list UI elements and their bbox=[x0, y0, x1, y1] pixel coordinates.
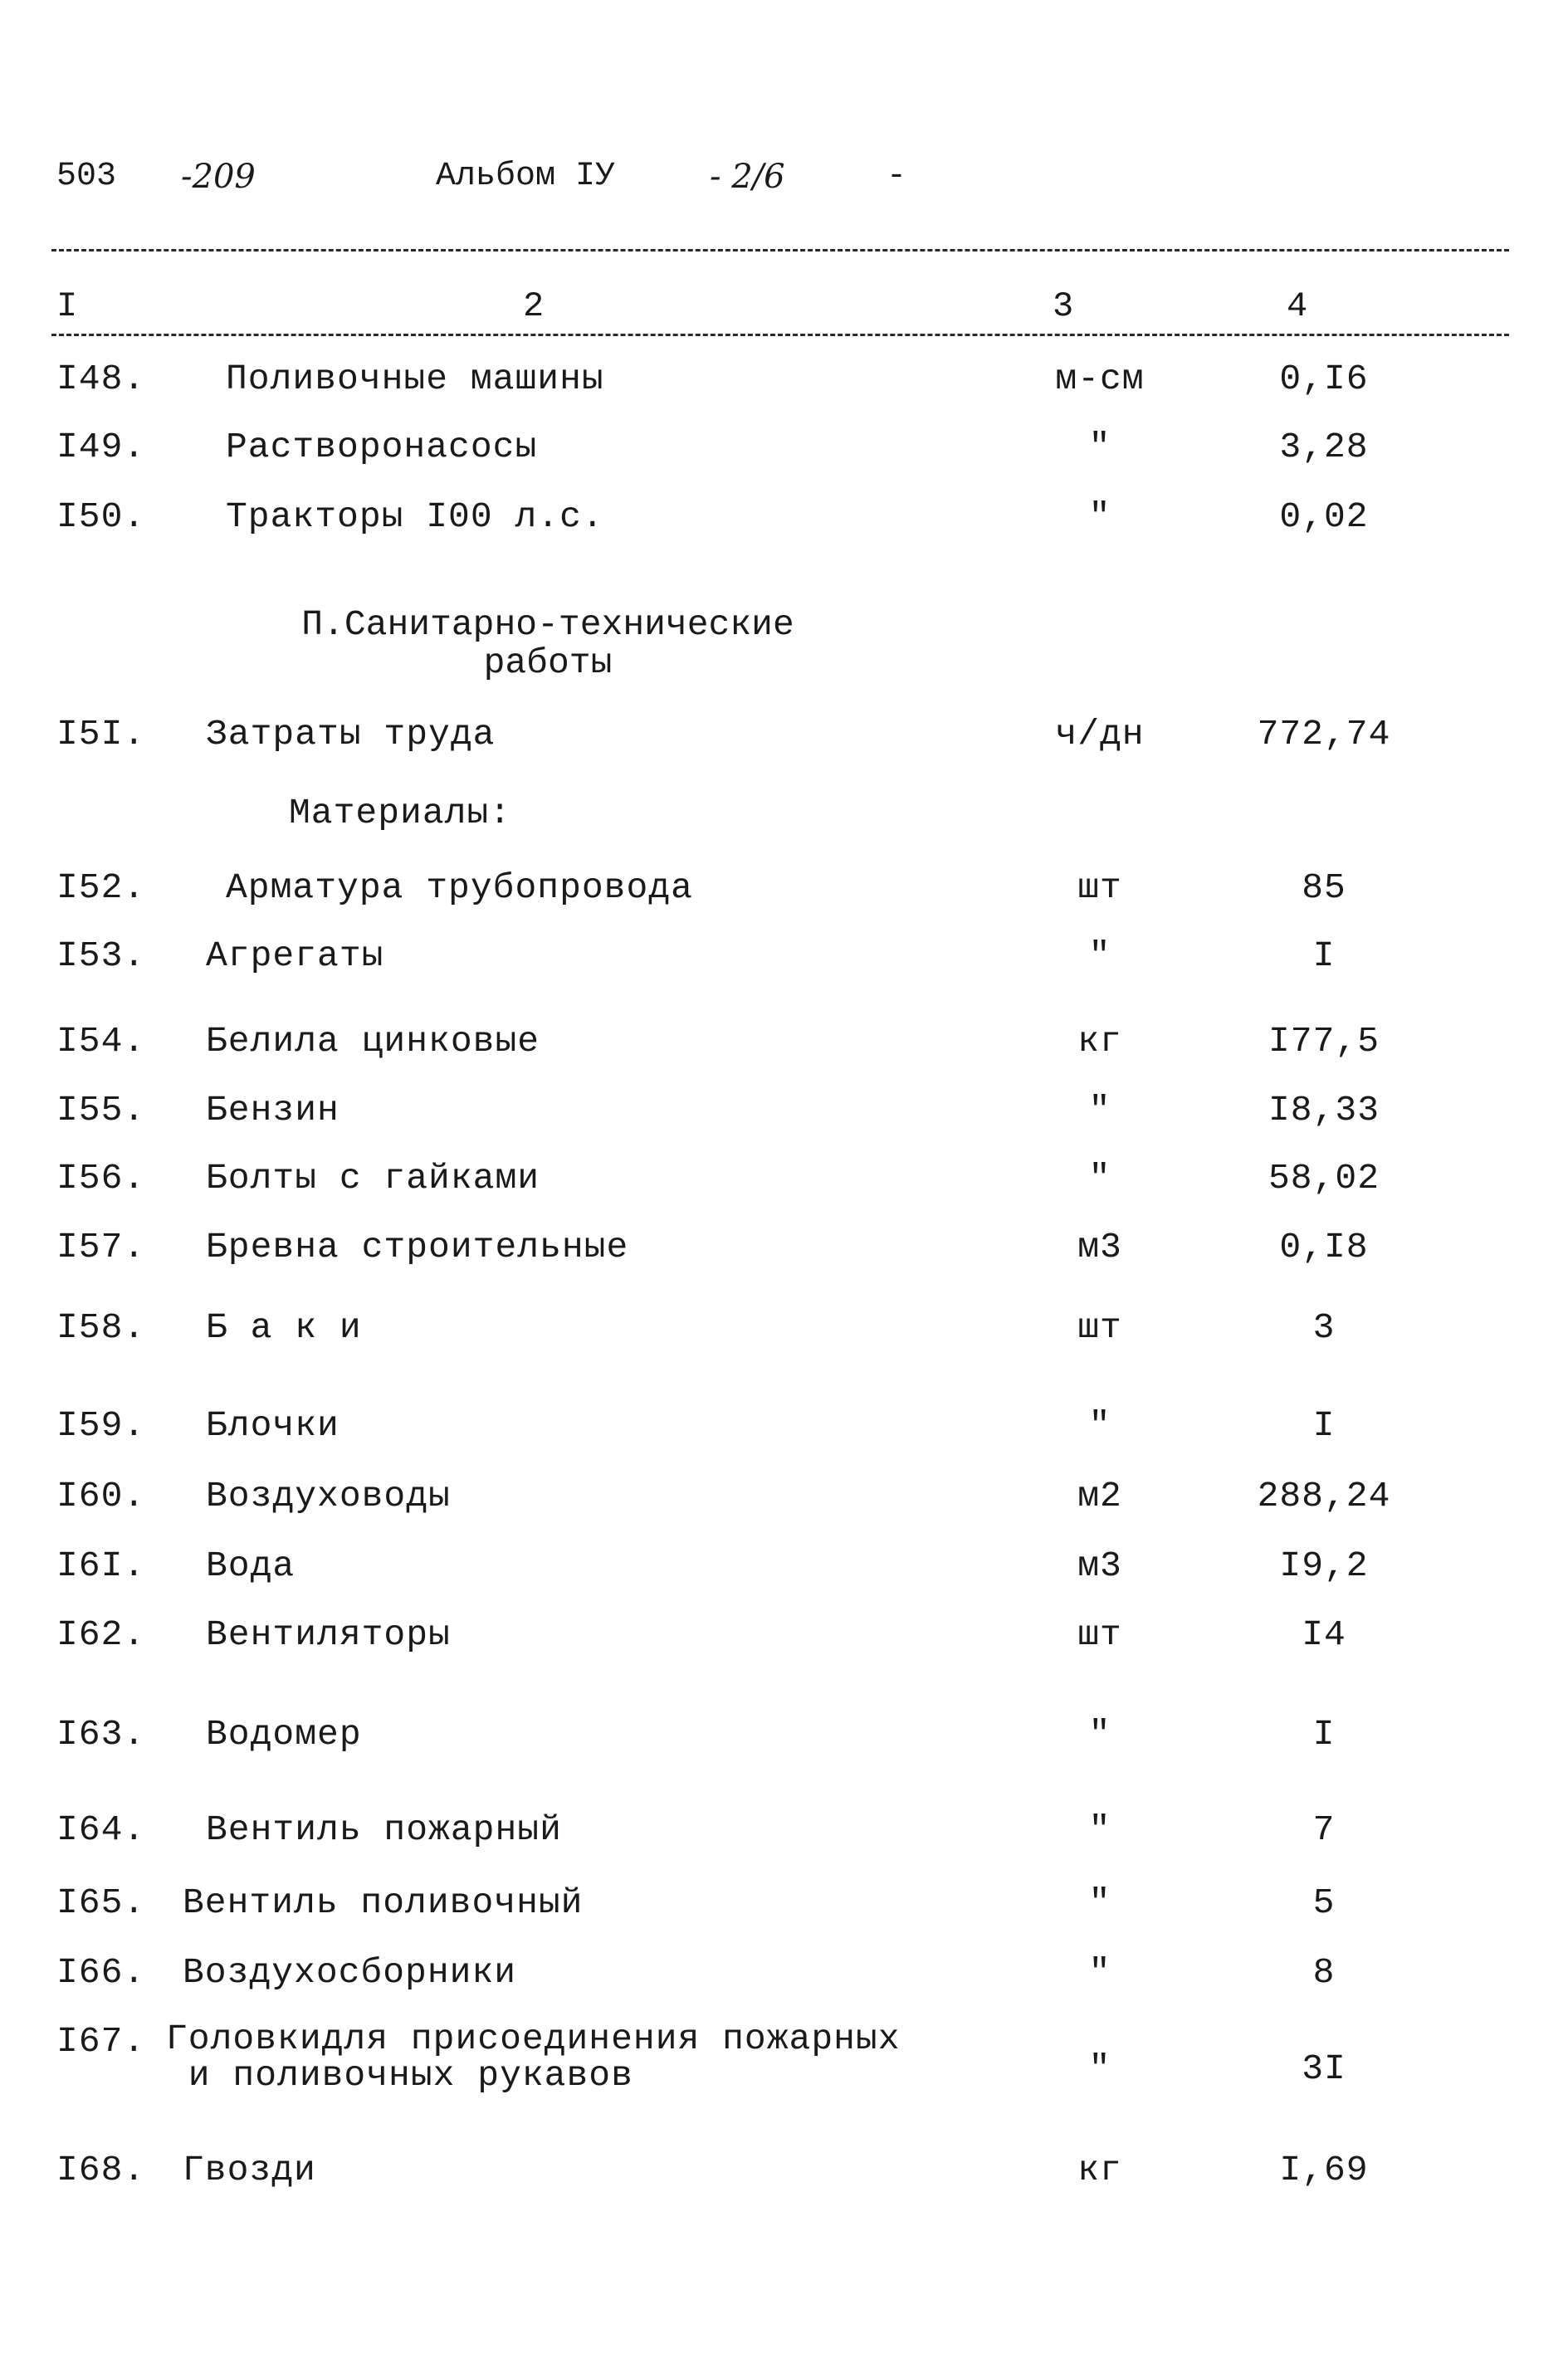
row-number: I63. bbox=[56, 1714, 146, 1755]
column-header-2: 2 bbox=[523, 286, 545, 326]
row-number: I6I. bbox=[56, 1545, 146, 1586]
column-header-1: I bbox=[56, 286, 78, 326]
row-unit: " bbox=[1088, 1952, 1111, 1993]
row-name: Воздуховоды bbox=[206, 1476, 451, 1516]
row-name: Затраты труда bbox=[206, 714, 496, 754]
row-number: I52. bbox=[56, 867, 146, 908]
row-number: I49. bbox=[56, 427, 146, 467]
row-unit: " bbox=[1088, 1882, 1111, 1923]
row-unit: шт bbox=[1077, 1307, 1122, 1348]
row-unit: м-см bbox=[1055, 359, 1145, 399]
row-unit: " bbox=[1088, 2048, 1111, 2089]
row-unit: " bbox=[1088, 1090, 1111, 1130]
row-number: I53. bbox=[56, 935, 146, 976]
row-quantity: 7 bbox=[1312, 1809, 1336, 1850]
row-name: Арматура трубопровода bbox=[226, 867, 693, 908]
row-quantity: I bbox=[1312, 935, 1336, 976]
row-name: Гвозди bbox=[183, 2150, 316, 2190]
row-name: Поливочные машины bbox=[226, 359, 604, 399]
row-quantity: I9,2 bbox=[1279, 1545, 1369, 1586]
row-number: I64. bbox=[56, 1809, 146, 1850]
section-heading-line2: работы bbox=[483, 642, 613, 683]
row-quantity: 288,24 bbox=[1257, 1476, 1391, 1516]
section-heading bbox=[249, 606, 847, 682]
row-number: I62. bbox=[56, 1614, 146, 1655]
row-quantity: I bbox=[1312, 1714, 1336, 1755]
row-number: I65. bbox=[56, 1882, 146, 1923]
row-number: I50. bbox=[56, 496, 146, 537]
row-quantity: 3 bbox=[1312, 1307, 1336, 1348]
row-name: Тракторы I00 л.с. bbox=[226, 496, 604, 537]
row-name: Вентиляторы bbox=[206, 1614, 451, 1655]
row-number: I56. bbox=[56, 1158, 146, 1198]
row-number: I54. bbox=[56, 1021, 146, 1062]
column-header-3: 3 bbox=[1053, 286, 1074, 326]
document-code: 503 bbox=[56, 158, 117, 195]
header-bottom-rule bbox=[51, 334, 1509, 336]
row-unit: м3 bbox=[1077, 1545, 1122, 1586]
row-name: Вентиль поливочный bbox=[183, 1882, 584, 1923]
row-number: I55. bbox=[56, 1090, 146, 1130]
header-dash: - bbox=[887, 158, 907, 195]
row-quantity: 85 bbox=[1302, 867, 1346, 908]
album-title: Альбом IУ bbox=[436, 158, 616, 195]
sheet-number: -209 bbox=[181, 158, 256, 196]
row-unit: кг bbox=[1077, 1021, 1122, 1062]
row-unit: " bbox=[1088, 1158, 1111, 1198]
row-name: Воздухосборники bbox=[183, 1952, 517, 1993]
row-number: I67. bbox=[56, 2021, 146, 2062]
row-unit: шт bbox=[1077, 867, 1122, 908]
row-unit: " bbox=[1088, 1809, 1111, 1850]
row-name: Блочки bbox=[206, 1405, 339, 1446]
row-number: I58. bbox=[56, 1307, 146, 1348]
row-quantity: 58,02 bbox=[1268, 1158, 1380, 1198]
row-name: Вентиль пожарный bbox=[206, 1809, 562, 1850]
row-quantity: 0,02 bbox=[1279, 496, 1369, 537]
row-unit: шт bbox=[1077, 1614, 1122, 1655]
row-quantity: 0,I8 bbox=[1279, 1227, 1369, 1267]
table-top-rule bbox=[51, 249, 1509, 251]
row-quantity: I77,5 bbox=[1268, 1021, 1380, 1062]
row-quantity: I8,33 bbox=[1268, 1090, 1380, 1130]
row-name: Водомер bbox=[206, 1714, 362, 1755]
row-number: I60. bbox=[56, 1476, 146, 1516]
row-name: Растворонасосы bbox=[226, 427, 538, 467]
row-name: Агрегаты bbox=[206, 935, 384, 976]
row-unit: " bbox=[1088, 1714, 1111, 1755]
row-name: Б а к и bbox=[206, 1307, 362, 1348]
row-quantity: I,69 bbox=[1279, 2150, 1369, 2190]
row-quantity: I4 bbox=[1302, 1614, 1346, 1655]
row-number: I66. bbox=[56, 1952, 146, 1993]
row-quantity: 8 bbox=[1312, 1952, 1336, 1993]
row-name: Бревна строительные bbox=[206, 1227, 629, 1267]
row-name: Головкидля присоединения пожарных и поливочных рукавов bbox=[166, 2019, 901, 2096]
row-number: I57. bbox=[56, 1227, 146, 1267]
row-name: Вода bbox=[206, 1545, 296, 1586]
row-quantity: 772,74 bbox=[1257, 714, 1391, 754]
section-heading-line1: П.Санитарно-технические bbox=[301, 604, 794, 645]
row-unit: ч/дн bbox=[1055, 714, 1145, 754]
materials-label: Материалы: bbox=[289, 793, 512, 833]
row-quantity: 3I bbox=[1302, 2048, 1346, 2089]
row-unit: " bbox=[1088, 935, 1111, 976]
row-number: I5I. bbox=[56, 714, 146, 754]
row-quantity: I bbox=[1312, 1405, 1336, 1446]
row-unit: м2 bbox=[1077, 1476, 1122, 1516]
column-header-4: 4 bbox=[1287, 286, 1308, 326]
page-number: - 2/6 bbox=[710, 158, 785, 196]
row-quantity: 3,28 bbox=[1279, 427, 1369, 467]
row-quantity: 5 bbox=[1312, 1882, 1336, 1923]
row-name: Бензин bbox=[206, 1090, 339, 1130]
row-name: Белила цинковые bbox=[206, 1021, 540, 1062]
row-unit: м3 bbox=[1077, 1227, 1122, 1267]
row-name: Болты с гайками bbox=[206, 1158, 540, 1198]
row-number: I59. bbox=[56, 1405, 146, 1446]
row-unit: " bbox=[1088, 427, 1111, 467]
row-unit: кг bbox=[1077, 2150, 1122, 2190]
row-unit: " bbox=[1088, 496, 1111, 537]
row-number: I48. bbox=[56, 359, 146, 399]
row-quantity: 0,I6 bbox=[1279, 359, 1369, 399]
row-number: I68. bbox=[56, 2150, 146, 2190]
row-unit: " bbox=[1088, 1405, 1111, 1446]
